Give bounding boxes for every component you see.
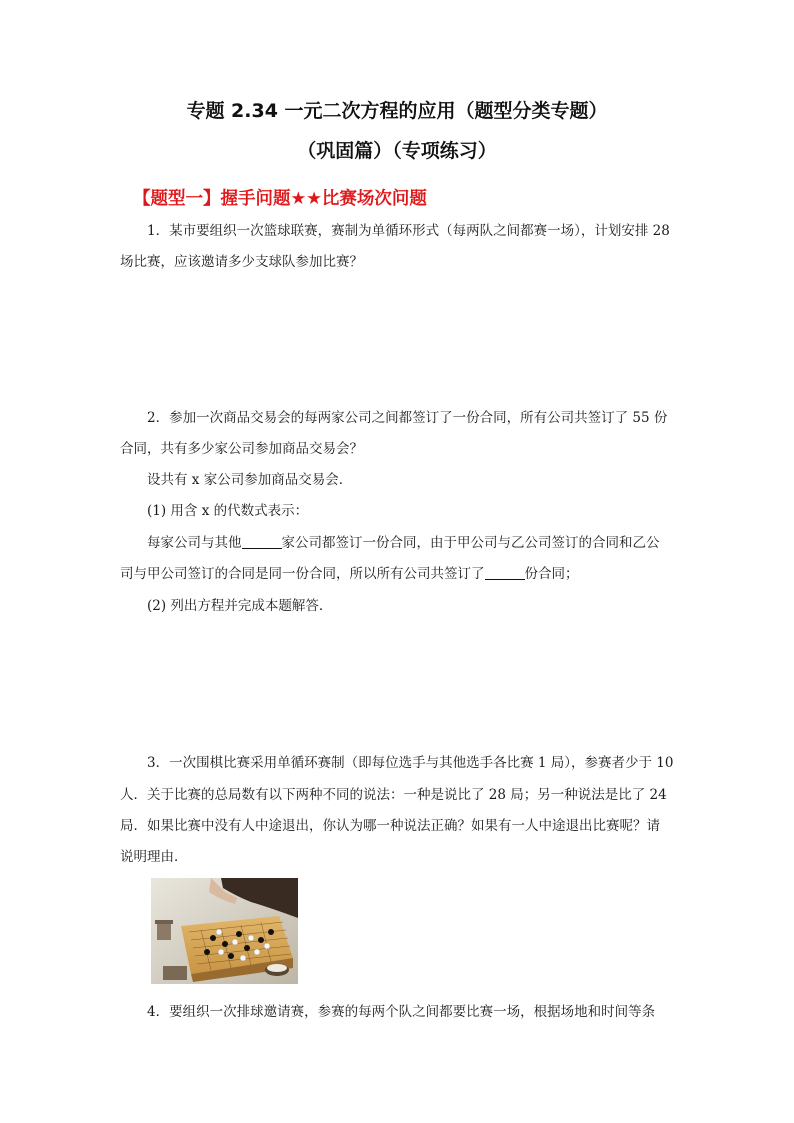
problem-3-line-1: 3．一次围棋比赛采用单循环赛制（即每位选手与其他选手各比赛 1 局），参赛者少于 10 xyxy=(147,755,674,771)
problem-2-line-7: (2) 列出方程并完成本题解答． xyxy=(147,598,333,614)
document-subtitle: （巩固篇）（专项练习） xyxy=(297,140,497,162)
fill-blank-2[interactable] xyxy=(485,565,525,580)
document-title: 专题 2.34 一元二次方程的应用（题型分类专题） xyxy=(186,100,608,122)
problem-3-line-4: 说明理由． xyxy=(120,849,188,865)
fill-blank-1[interactable] xyxy=(242,534,282,549)
problem-2-line-5 xyxy=(147,533,707,553)
go-game-photo xyxy=(151,878,298,984)
problem-4-line-1: 4．要组织一次排球邀请赛，参赛的每两个队之间都要比赛一场，根据场地和时间等条 xyxy=(147,1004,656,1020)
go-game-illustration xyxy=(151,878,298,984)
problem-2-line-5-part-a: 每家公司与其他 xyxy=(147,535,242,551)
problem-1-line-2: 场比赛，应该邀请多少支球队参加比赛？ xyxy=(120,254,363,270)
problem-2-line-3: 设共有 x 家公司参加商品交易会． xyxy=(147,472,353,488)
section-heading: 【题型一】握手问题★★比赛场次问题 xyxy=(133,189,427,209)
problem-1-line-1: 1．某市要组织一次篮球联赛，赛制为单循环形式（每两队之间都赛一场），计划安排 28 xyxy=(147,223,670,239)
problem-2-line-6-part-b: 份合同； xyxy=(524,566,579,582)
problem-2-line-5-part-b: 家公司都签订一份合同，由于甲公司与乙公司签订的合同和乙公 xyxy=(281,535,660,551)
problem-2-line-2: 合同，共有多少家公司参加商品交易会？ xyxy=(120,441,363,457)
problem-2-line-1: 2．参加一次商品交易会的每两家公司之间都签订了一份合同，所有公司共签订了 55 份 xyxy=(147,410,668,426)
problem-2-line-6-part-a: 司与甲公司签订的合同是同一份合同，所以所有公司共签订了 xyxy=(120,566,485,582)
problem-2-line-4: (1) 用含 x 的代数式表示： xyxy=(147,503,309,519)
problem-3-line-2: 人．关于比赛的总局数有以下两种不同的说法：一种是说比了 28 局；另一种说法是比了 24 xyxy=(120,787,667,803)
problem-2-line-6 xyxy=(120,564,680,584)
problem-3-line-3: 局．如果比赛中没有人中途退出，你认为哪一种说法正确？如果有一人中途退出比赛呢？请 xyxy=(120,818,660,834)
